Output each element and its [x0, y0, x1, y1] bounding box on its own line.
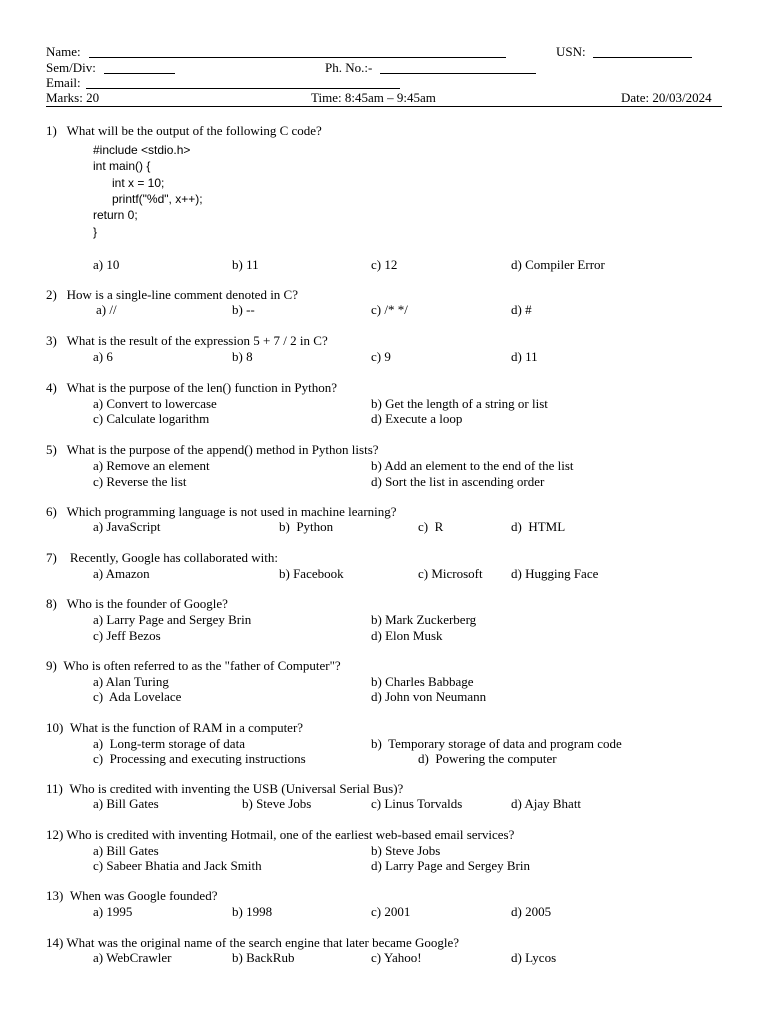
option-d: d) HTML — [511, 519, 566, 534]
option-d: d) 2005 — [511, 904, 552, 919]
question-text: 2) How is a single-line comment denoted in C? — [46, 287, 299, 302]
option-a: a) Alan Turing — [93, 674, 169, 689]
email-label: Email: — [46, 75, 81, 90]
option-b: b) Mark Zuckerberg — [371, 612, 477, 627]
question-text: 4) What is the purpose of the len() function in Python? — [46, 380, 337, 395]
question-text: 6) Which programming language is not used in machine learning? — [46, 504, 397, 519]
option-a: a) WebCrawler — [93, 950, 172, 965]
option-a: a) Bill Gates — [93, 796, 159, 811]
code-line: #include <stdio.h> — [93, 143, 191, 157]
option-b: b) BackRub — [232, 950, 295, 965]
question-text: 8) Who is the founder of Google? — [46, 596, 228, 611]
semdiv-field[interactable] — [104, 73, 175, 74]
option-b: b) 8 — [232, 349, 253, 364]
option-c: c) /* */ — [371, 302, 408, 317]
option-c: c) 9 — [371, 349, 391, 364]
header-divider — [46, 106, 722, 107]
option-d: d) # — [511, 302, 532, 317]
option-d: d) Elon Musk — [371, 628, 443, 643]
code-line: int x = 10; — [112, 176, 165, 190]
option-c: c) Ada Lovelace — [93, 689, 182, 704]
option-b: b) Python — [279, 519, 334, 534]
name-field[interactable] — [89, 57, 506, 58]
date-text: Date: 20/03/2024 — [621, 90, 712, 105]
option-b: b) -- — [232, 302, 255, 317]
code-line: return 0; — [93, 208, 138, 222]
option-c: c) Processing and executing instructions — [93, 751, 306, 766]
option-b: b) 1998 — [232, 904, 273, 919]
option-a: a) 6 — [93, 349, 113, 364]
option-a: a) Amazon — [93, 566, 150, 581]
time-text: Time: 8:45am – 9:45am — [311, 90, 436, 105]
question-text: 11) Who is credited with inventing the USB (Universal Serial Bus)? — [46, 781, 404, 796]
usn-label: USN: — [556, 44, 586, 59]
option-a: a) Convert to lowercase — [93, 396, 217, 411]
option-a: a) Bill Gates — [93, 843, 159, 858]
option-c: c) Reverse the list — [93, 474, 187, 489]
question-text: 1) What will be the output of the following C code? — [46, 123, 322, 138]
option-a: a) 1995 — [93, 904, 133, 919]
option-d: d) Ajay Bhatt — [511, 796, 582, 811]
question-text: 9) Who is often referred to as the "father of Computer"? — [46, 658, 341, 673]
option-c: c) Jeff Bezos — [93, 628, 161, 643]
usn-field[interactable] — [593, 57, 692, 58]
option-b: b) Temporary storage of data and program code — [371, 736, 622, 751]
option-a: a) JavaScript — [93, 519, 161, 534]
code-line: } — [93, 225, 98, 239]
phone-field[interactable] — [380, 73, 536, 74]
option-d: d) Larry Page and Sergey Brin — [371, 858, 530, 873]
option-a: a) Long-term storage of data — [93, 736, 245, 751]
option-d: d) Execute a loop — [371, 411, 463, 426]
option-d: d) John von Neumann — [371, 689, 487, 704]
semdiv-label: Sem/Div: — [46, 60, 96, 75]
option-b: b) Steve Jobs — [242, 796, 312, 811]
question-text: 7) Recently, Google has collaborated with: — [46, 550, 279, 565]
option-b: b) Charles Babbage — [371, 674, 474, 689]
option-d: d) 11 — [511, 349, 538, 364]
option-a: a) Larry Page and Sergey Brin — [93, 612, 252, 627]
option-a: a) // — [96, 302, 117, 317]
option-d: d) Compiler Error — [511, 257, 605, 272]
option-a: a) 10 — [93, 257, 120, 272]
option-b: b) Add an element to the end of the list — [371, 458, 574, 473]
question-text: 14) What was the original name of the search engine that later became Google? — [46, 935, 460, 950]
code-line: int main() { — [93, 159, 151, 173]
question-text: 5) What is the purpose of the append() method in Python lists? — [46, 442, 379, 457]
question-text: 13) When was Google founded? — [46, 888, 218, 903]
phone-label: Ph. No.:- — [325, 60, 373, 75]
option-b: b) 11 — [232, 257, 259, 272]
option-c: c) 2001 — [371, 904, 411, 919]
code-line: printf("%d", x++); — [112, 192, 203, 206]
email-field[interactable] — [86, 88, 400, 89]
option-b: b) Steve Jobs — [371, 843, 441, 858]
option-d: d) Hugging Face — [511, 566, 599, 581]
option-c: c) R — [418, 519, 444, 534]
question-text: 3) What is the result of the expression 5 + 7 / 2 in C? — [46, 333, 328, 348]
question-text: 12) Who is credited with inventing Hotmail, one of the earliest web-based email services? — [46, 827, 515, 842]
marks-text: Marks: 20 — [46, 90, 100, 105]
option-c: c) Yahoo! — [371, 950, 422, 965]
name-label: Name: — [46, 44, 81, 59]
option-c: c) Calculate logarithm — [93, 411, 210, 426]
option-c: c) Microsoft — [418, 566, 483, 581]
option-d: d) Sort the list in ascending order — [371, 474, 545, 489]
option-b: b) Facebook — [279, 566, 344, 581]
option-c: c) 12 — [371, 257, 398, 272]
question-text: 10) What is the function of RAM in a computer? — [46, 720, 304, 735]
option-b: b) Get the length of a string or list — [371, 396, 548, 411]
option-a: a) Remove an element — [93, 458, 210, 473]
option-d: d) Lycos — [511, 950, 557, 965]
option-c: c) Sabeer Bhatia and Jack Smith — [93, 858, 262, 873]
option-c: c) Linus Torvalds — [371, 796, 463, 811]
option-d: d) Powering the computer — [418, 751, 557, 766]
